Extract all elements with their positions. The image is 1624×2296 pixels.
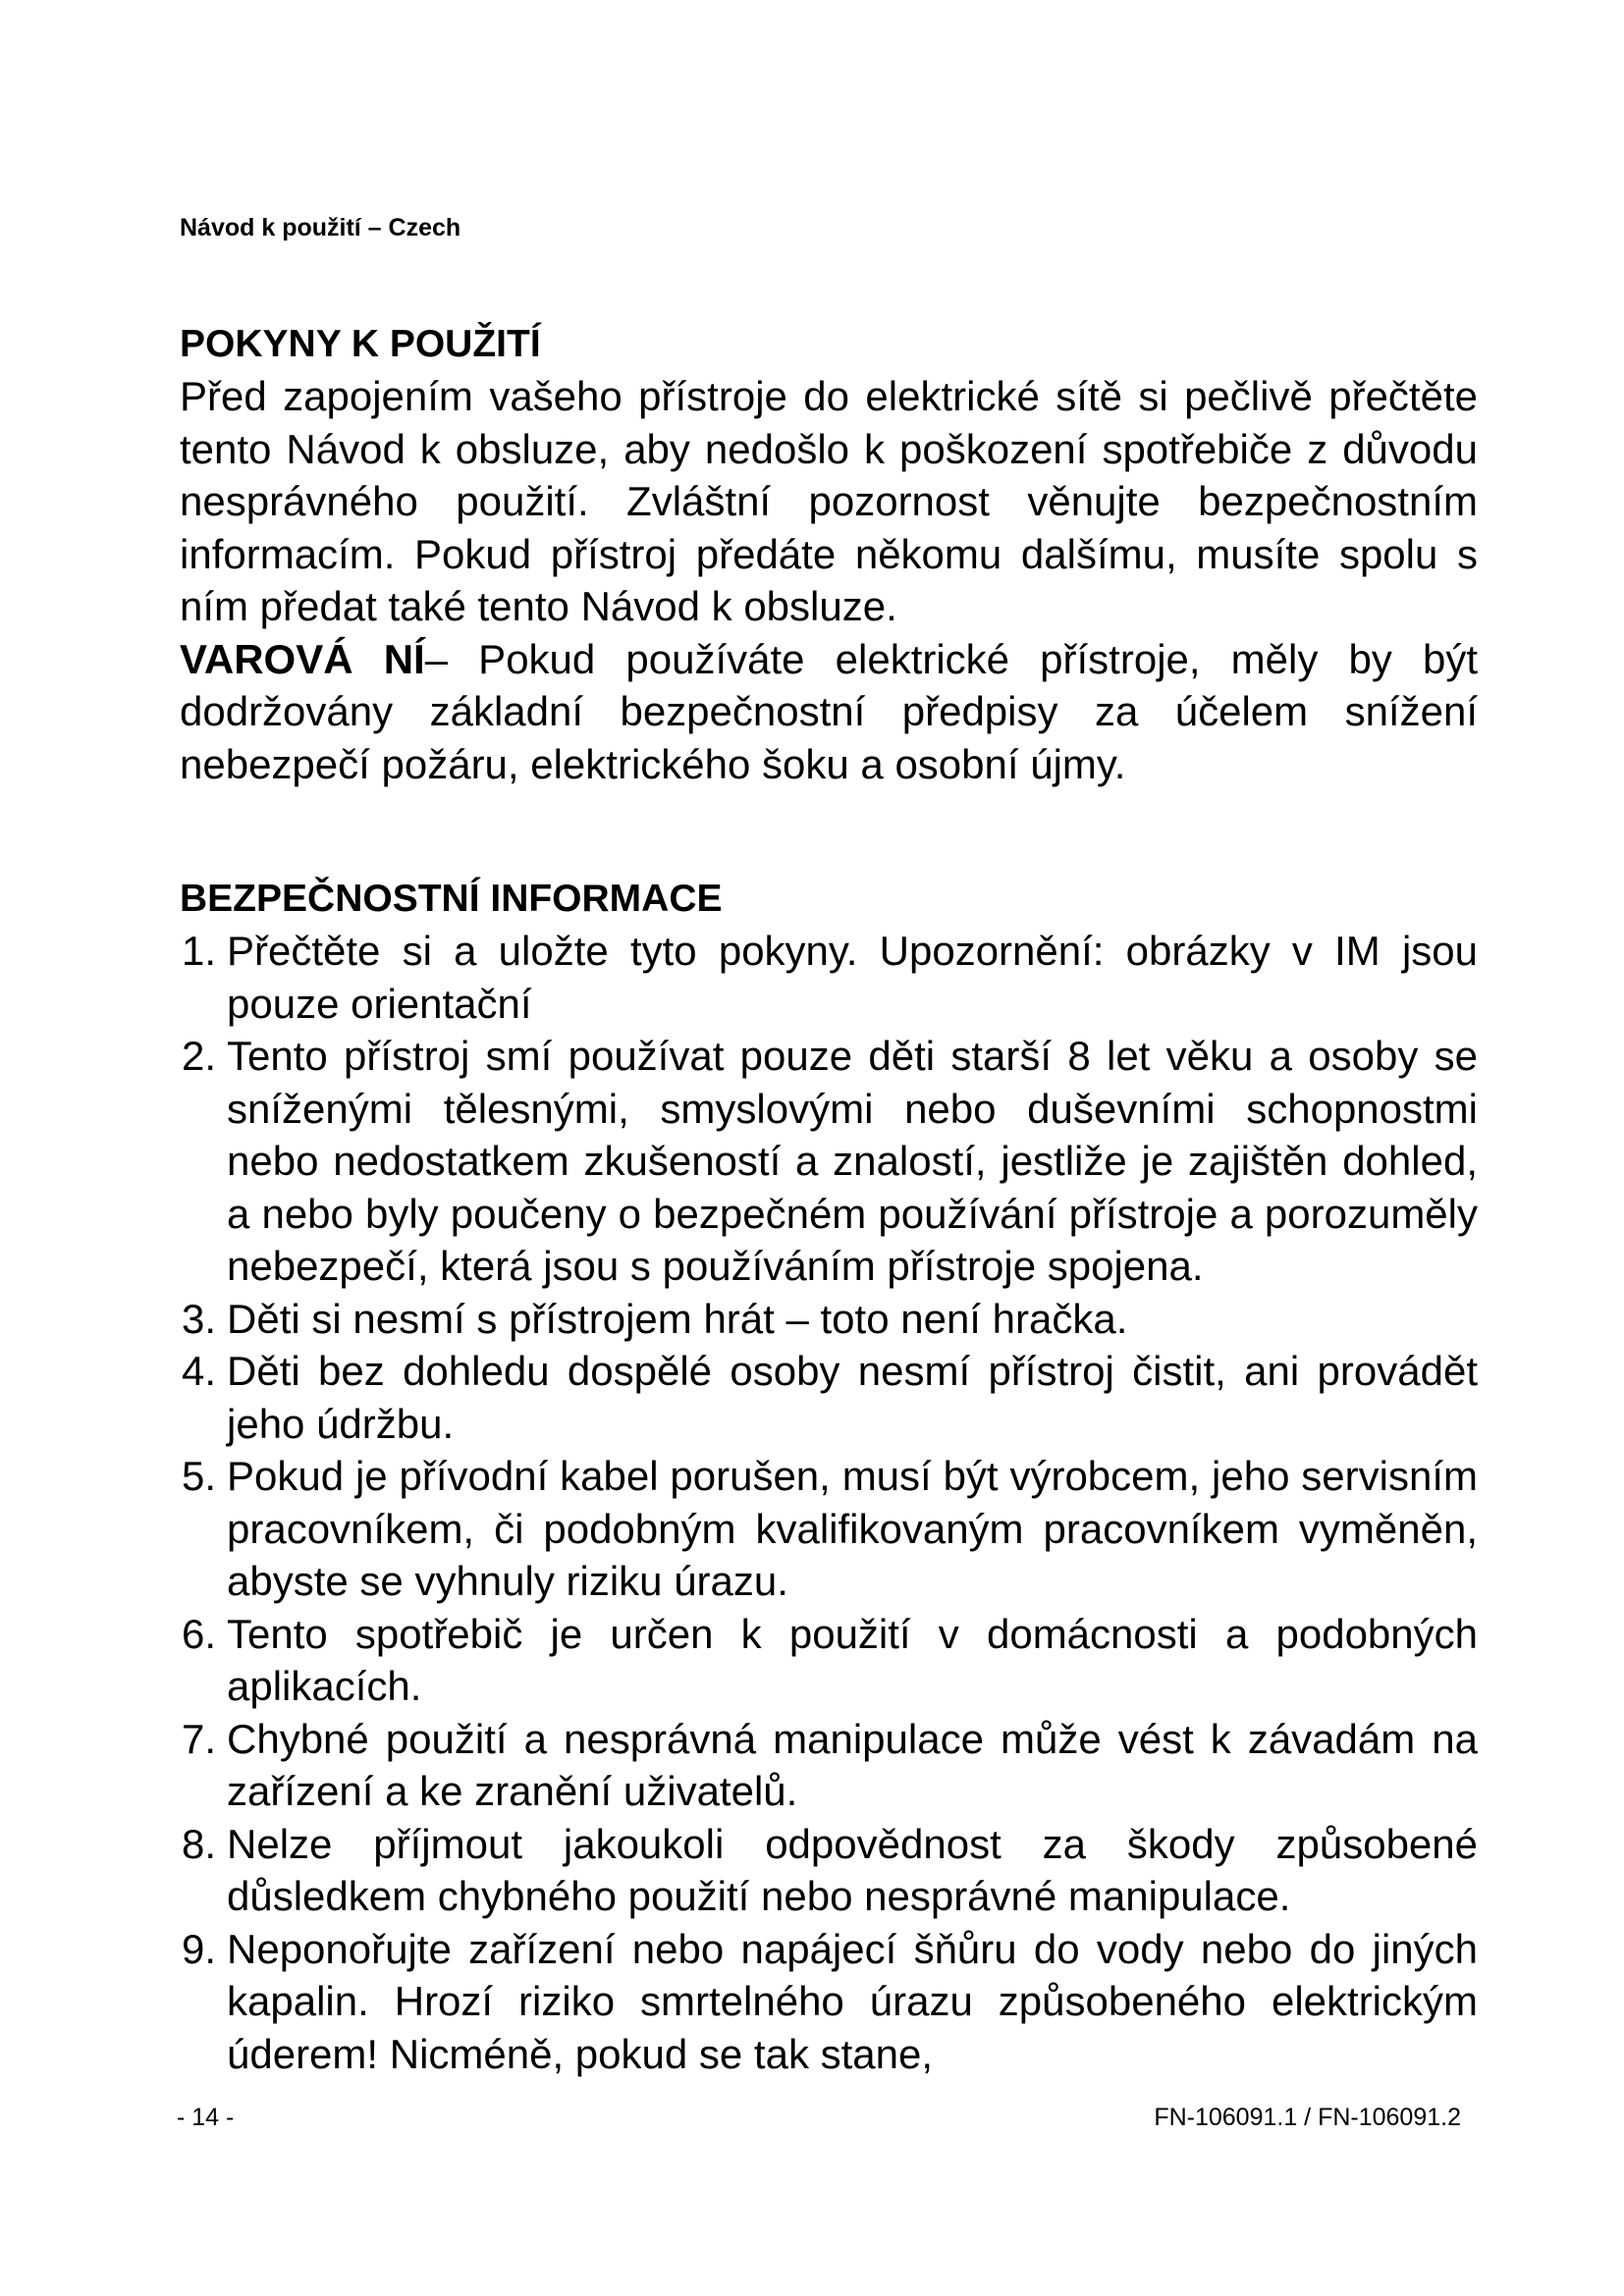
list-item-text: Děti bez dohledu dospělé osoby nesmí přístroj čistit, ani provádět jeho údržbu. — [227, 1348, 1478, 1447]
instructions-heading: POKYNY K POUŽITÍ — [180, 323, 541, 365]
page-number: - 14 - — [177, 2104, 235, 2131]
list-item-number: 4. — [181, 1348, 216, 1394]
list-item — [180, 1030, 1478, 1293]
list-item-number: 6. — [181, 1610, 216, 1657]
safety-information-section — [180, 874, 1478, 2080]
warning-label: VAROVÁ NÍ — [180, 635, 425, 682]
list-item-number: 3. — [181, 1295, 216, 1342]
instructions-section — [180, 319, 1478, 790]
list-item — [180, 1818, 1478, 1923]
document-header-label: Návod k použití – Czech — [180, 214, 461, 241]
safety-instructions-list — [180, 925, 1478, 2080]
list-item — [180, 925, 1478, 1030]
list-item-text: Přečtěte si a uložte tyto pokyny. Upozornění: obrázky v IM jsou pouze orientační — [227, 928, 1478, 1027]
list-item-text: Pokud je přívodní kabel porušen, musí být výrobcem, jeho servisním pracovníkem, či podobným kvalifikovaným pracovníkem vyměněn, abyste se vyhnuly riziku úrazu. — [227, 1453, 1478, 1604]
list-item-number: 1. — [181, 928, 216, 974]
list-item-text: Chybné použití a nesprávná manipulace může vést k závadám na zařízení a ke zranění uživatelů. — [227, 1715, 1478, 1814]
list-item — [180, 1345, 1478, 1450]
model-number: FN-106091.1 / FN-106091.2 — [1154, 2104, 1461, 2131]
instructions-paragraph: Před zapojením vašeho přístroje do elektrické sítě si pečlivě přečtěte tento Návod k obsluze, aby nedošlo k poškození spotřebiče z důvodu nesprávného použití. Zvláštní pozornost věnujte bezpečnostním informacím. Pokud přístroj předáte někomu dalšímu, musíte spolu s ním předat také tento Návod k obsluze. — [180, 373, 1478, 629]
list-item-number: 8. — [181, 1820, 216, 1867]
warning-text: – Pokud používáte elektrické přístroje, měly by být dodržovány základní bezpečnostní předpisy za účelem snížení nebezpečí požáru, elektrického šoku a osobní újmy. — [180, 635, 1478, 787]
warning-paragraph — [180, 633, 1478, 791]
list-item-text: Tento spotřebič je určen k použití v domácnosti a podobných aplikacích. — [227, 1610, 1478, 1709]
safety-information-heading: BEZPEČNOSTNÍ INFORMACE — [180, 878, 723, 920]
list-item-number: 2. — [181, 1033, 216, 1079]
list-item — [180, 1608, 1478, 1713]
list-item-text: Neponořujte zařízení nebo napájecí šňůru do vody nebo do jiných kapalin. Hrozí riziko smrtelného úrazu způsobeného elektrickým úderem! Nicméně, pokud se tak stane, — [227, 1925, 1478, 2077]
list-item — [180, 1923, 1478, 2081]
list-item — [180, 1450, 1478, 1608]
list-item-text: Nelze příjmout jakoukoli odpovědnost za škody způsobené důsledkem chybného použití nebo nesprávné manipulace. — [227, 1820, 1478, 1919]
list-item-number: 9. — [181, 1925, 216, 1972]
list-item-text: Děti si nesmí s přístrojem hrát – toto není hračka. — [227, 1295, 1128, 1342]
list-item-number: 7. — [181, 1715, 216, 1762]
list-item-number: 5. — [181, 1453, 216, 1499]
list-item — [180, 1293, 1478, 1346]
list-item-text: Tento přístroj smí používat pouze děti starší 8 let věku a osoby se sníženými tělesnými, smyslovými nebo duševními schopnostmi nebo nedostatkem zkušeností a znalostí, jestliže je zajištěn dohled, a nebo byly poučeny o bezpečném používání přístroje a porozuměly nebezpečí, která jsou s používáním přístroje spojena. — [227, 1033, 1478, 1289]
list-item — [180, 1713, 1478, 1818]
